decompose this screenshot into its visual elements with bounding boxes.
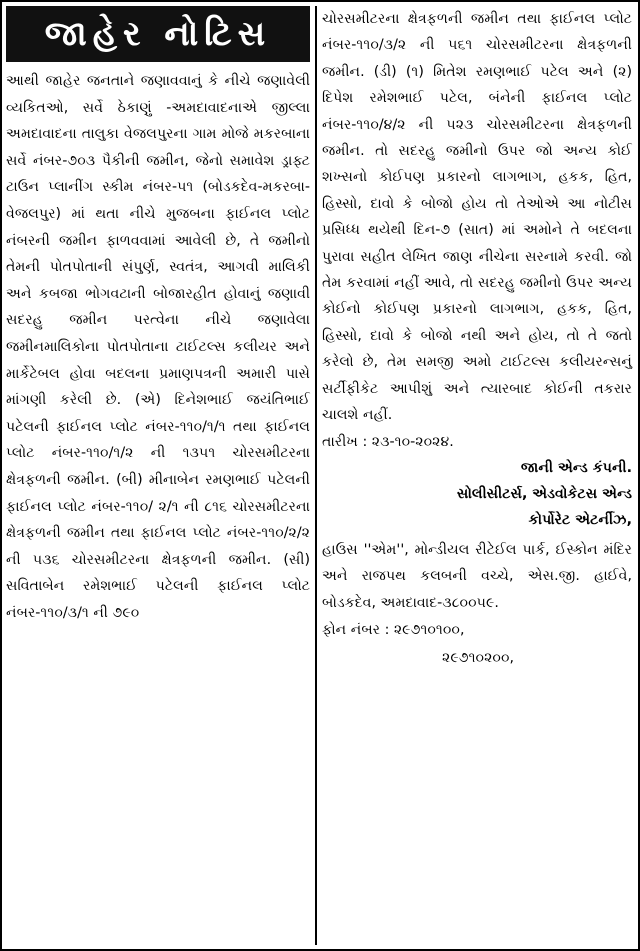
column-divider — [315, 6, 317, 945]
notice-date: તારીખ : ૨૩-૧૦-૨૦૨૪. — [322, 433, 454, 450]
firm-address: હાઉસ ''એમ'', મોન્ડીયલ રીટેઈલ પાર્ક, ઈસ્કોન મંદિર અને રાજપથ કલબની વચ્ચે, એસ.જી. હાઈવે, બોડકદેવ, અમદાવાદ-૩૮૦૦૫૯. — [322, 541, 632, 611]
notice-body-left: આથી જાહેર જનતાને જણાવવાનું કે નીચે જણાવેલી વ્યકિતઓ, સર્વે ઠેકાણું -અમદાવાદનાએ જીલ્લા અમદાવાદના તાલુકા વેજલપુરના ગામ મોજે મકરબાના સર્વે નંબર-૭૦૩ પૈકીની જમીન, જેનો સમાવેશ ડ્રાફ્ટ ટાઉન પ્લાનીંગ સ્કીમ નંબર-૫૧ (બોડકદેવ-મકરબા-વેજલપુર) માં થતા નીચે મુજબના ફાઈનલ પ્લોટ નંબરની જમીન ફાળવવામાં આવેલી છે, તે જમીનો તેમની પોતપોતાની સંપુર્ણ, સ્વતંત્ર, આગવી માલિકી અને કબજા ભોગવટાની બોજારહીત હોવાનું જણાવી સદરહુ જમીન પરત્વેના નીચે જણાવેલા જમીનમાલિકોના પોતપોતાના ટાઈટલ્સ કલીયર અને માર્કેટેબલ હોવા બદલના પ્રમાણપત્રની અમારી પાસે માંગણી કરેલી છે. (એ) દિનેશભાઈ જયંતિભાઈ પટેલની ફાઈનલ પ્લોટ નંબર-૧૧૦/૧/૧ તથા ફાઈનલ પ્લોટ નંબર-૧૧૦/૧/૨ ની ૧૩૫૧ ચોરસમીટરના ક્ષેત્રફળની જમીન. (બી) મીનાબેન રમણભાઈ પટેલની ફાઈનલ પ્લોટ નંબર-૧૧૦/ ૨/૧ ની ૮૧૬ ચોરસમીટરના ક્ષેત્રફળની જમીન તથા ફાઈનલ પ્લોટ નંબર-૧૧૦/૨/૨ ની ૫૩૬ ચોરસમીટરના ક્ષેત્રફળની જમીન. (સી) સવિતાબેન રમેશભાઈ પટેલની ફાઈનલ પ્લોટ નંબર-૧૧૦/૩/૧ ની ૭૯૦ — [6, 73, 310, 621]
left-column — [6, 6, 310, 945]
notice-body-right: ચોરસમીટરના ક્ષેત્રફળની જમીન તથા ફાઈનલ પ્લોટ નંબર-૧૧૦/૩/૨ ની ૫૬૧ ચોરસમીટરના ક્ષેત્રફળની જમીન. (ડી) (૧) મિતેશ રમણભાઈ પટેલ અને (૨) દિપેશ રમેશભાઈ પટેલ, બંનેની ફાઈનલ પ્લોટ નંબર-૧૧૦/૪/૨ ની ૫૨૩ ચોરસમીટરના ક્ષેત્રફળની જમીન. તો સદરહુ જમીનો ઉપર જો અન્ય કોઈ શખ્સનો કોઈપણ પ્રકારનો લાગભાગ, હકક, હિત, હિસ્સો, દાવો કે બોજો હોય તો તેઓએ આ નોટીસ પ્રસિધ્ધ થયેથી દિન-૭ (સાત) માં અમોને તે બદલના પુરાવા સહીત લેખિત જાણ નીચેના સરનામે કરવી. જો તેમ કરવામાં નહીં આવે, તો સદરહુ જમીનો ઉપર અન્ય કોઈનો કોઈપણ પ્રકારનો લાગભાગ, હકક, હિત, હિસ્સો, દાવો કે બોજો નથી અને હોય, તો તે જતો કરેલો છે, તેમ સમજી અમો ટાઈટલ્સ કલીયરન્સનું સર્ટીફીકેટ આપીશું અને ત્યારબાદ કોઈની તકરાર ચાલશે નહીં. — [322, 11, 632, 424]
signature-firm: જાની એન્ડ કંપની. — [520, 459, 632, 476]
right-column — [322, 6, 632, 945]
signature-role-2: કોર્પોરેટ એટર્નીઝ, — [528, 511, 632, 528]
phone-line-2: ૨૯૭૧૦૨૦૦, — [442, 650, 515, 667]
signature-role: સોલીસીટર્સ, એડવોકેટસ એન્ડ — [456, 485, 632, 502]
notice-title: જાહેર નોટિસ — [6, 6, 310, 62]
phone-line-1: ફોન નંબર : ૨૯૭૧૦૧૦૦, — [322, 622, 465, 639]
